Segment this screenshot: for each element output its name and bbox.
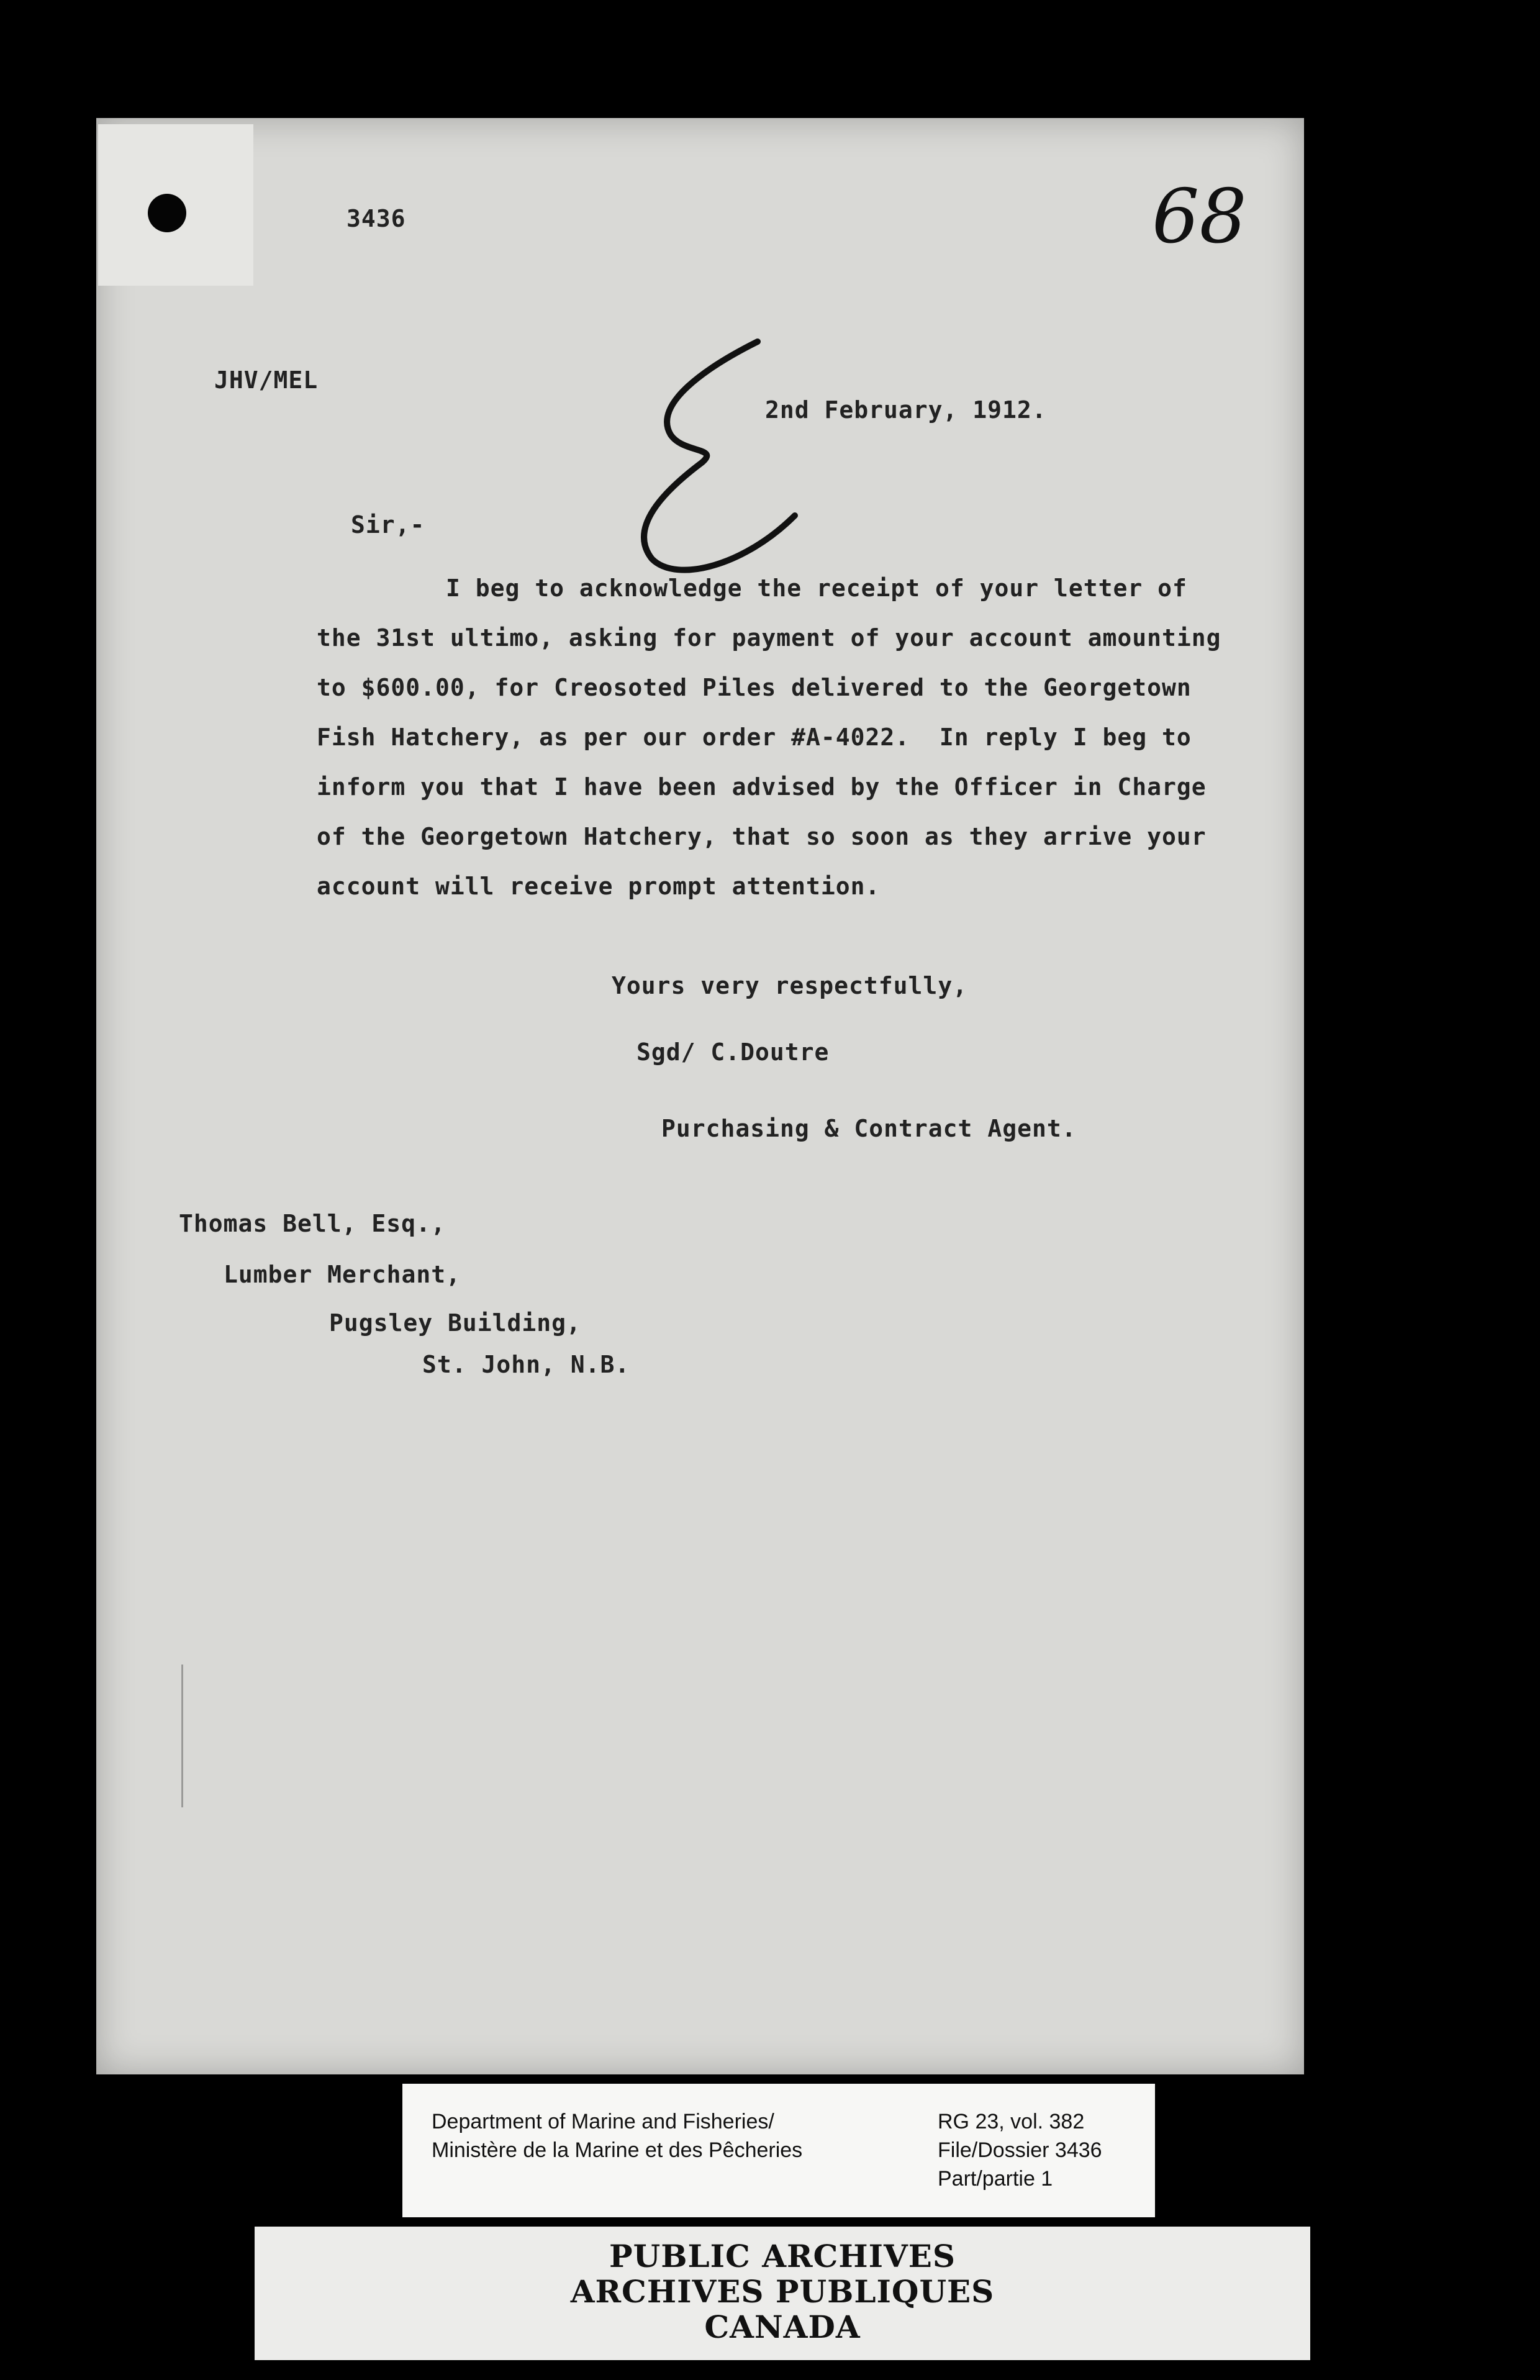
body-line: I beg to acknowledge the receipt of your letter of: [446, 575, 1187, 602]
closing: Yours very respectfully,: [612, 972, 968, 999]
salutation: Sir,-: [351, 511, 425, 538]
folio-number: 68: [1152, 174, 1247, 260]
signature: Sgd/ C.Doutre: [636, 1038, 830, 1066]
recipient-building: Pugsley Building,: [329, 1309, 581, 1337]
department-en: Department of Marine and Fisheries/: [432, 2110, 774, 2133]
department-fr: Ministère de la Marine et des Pêcheries: [432, 2138, 803, 2162]
handwritten-mark-icon: [615, 329, 826, 590]
signer-title: Purchasing & Contract Agent.: [661, 1115, 1077, 1142]
archives-stamp: [255, 2227, 1310, 2360]
archive-label: [402, 2084, 1155, 2217]
reference-initials: JHV/MEL: [214, 366, 319, 394]
punch-hole: [148, 194, 186, 232]
file-number: 3436: [346, 205, 406, 232]
stamp-line-1: PUBLIC ARCHIVES: [609, 2238, 956, 2274]
body-line: account will receive prompt attention.: [317, 873, 881, 900]
body-line: of the Georgetown Hatchery, that so soon as they arrive your: [317, 823, 1207, 850]
part-reference: Part/partie 1: [938, 2167, 1053, 2191]
recipient-occupation: Lumber Merchant,: [224, 1261, 461, 1288]
record-group: RG 23, vol. 382: [938, 2110, 1085, 2133]
file-reference: File/Dossier 3436: [938, 2138, 1102, 2162]
body-line: to $600.00, for Creosoted Piles delivered to the Georgetown: [317, 674, 1192, 701]
stamp-line-3: CANADA: [704, 2309, 861, 2345]
stamp-line-2: ARCHIVES PUBLIQUES: [570, 2273, 995, 2310]
recipient-name: Thomas Bell, Esq.,: [179, 1210, 446, 1237]
margin-line: [181, 1665, 183, 1807]
recipient-city: St. John, N.B.: [422, 1351, 630, 1378]
body-line: Fish Hatchery, as per our order #A-4022. In reply I beg to: [317, 724, 1192, 751]
body-line: inform you that I have been advised by the Officer in Charge: [317, 773, 1207, 801]
body-line: the 31st ultimo, asking for payment of your account amounting: [317, 624, 1221, 652]
letter-date: 2nd February, 1912.: [765, 396, 1047, 424]
